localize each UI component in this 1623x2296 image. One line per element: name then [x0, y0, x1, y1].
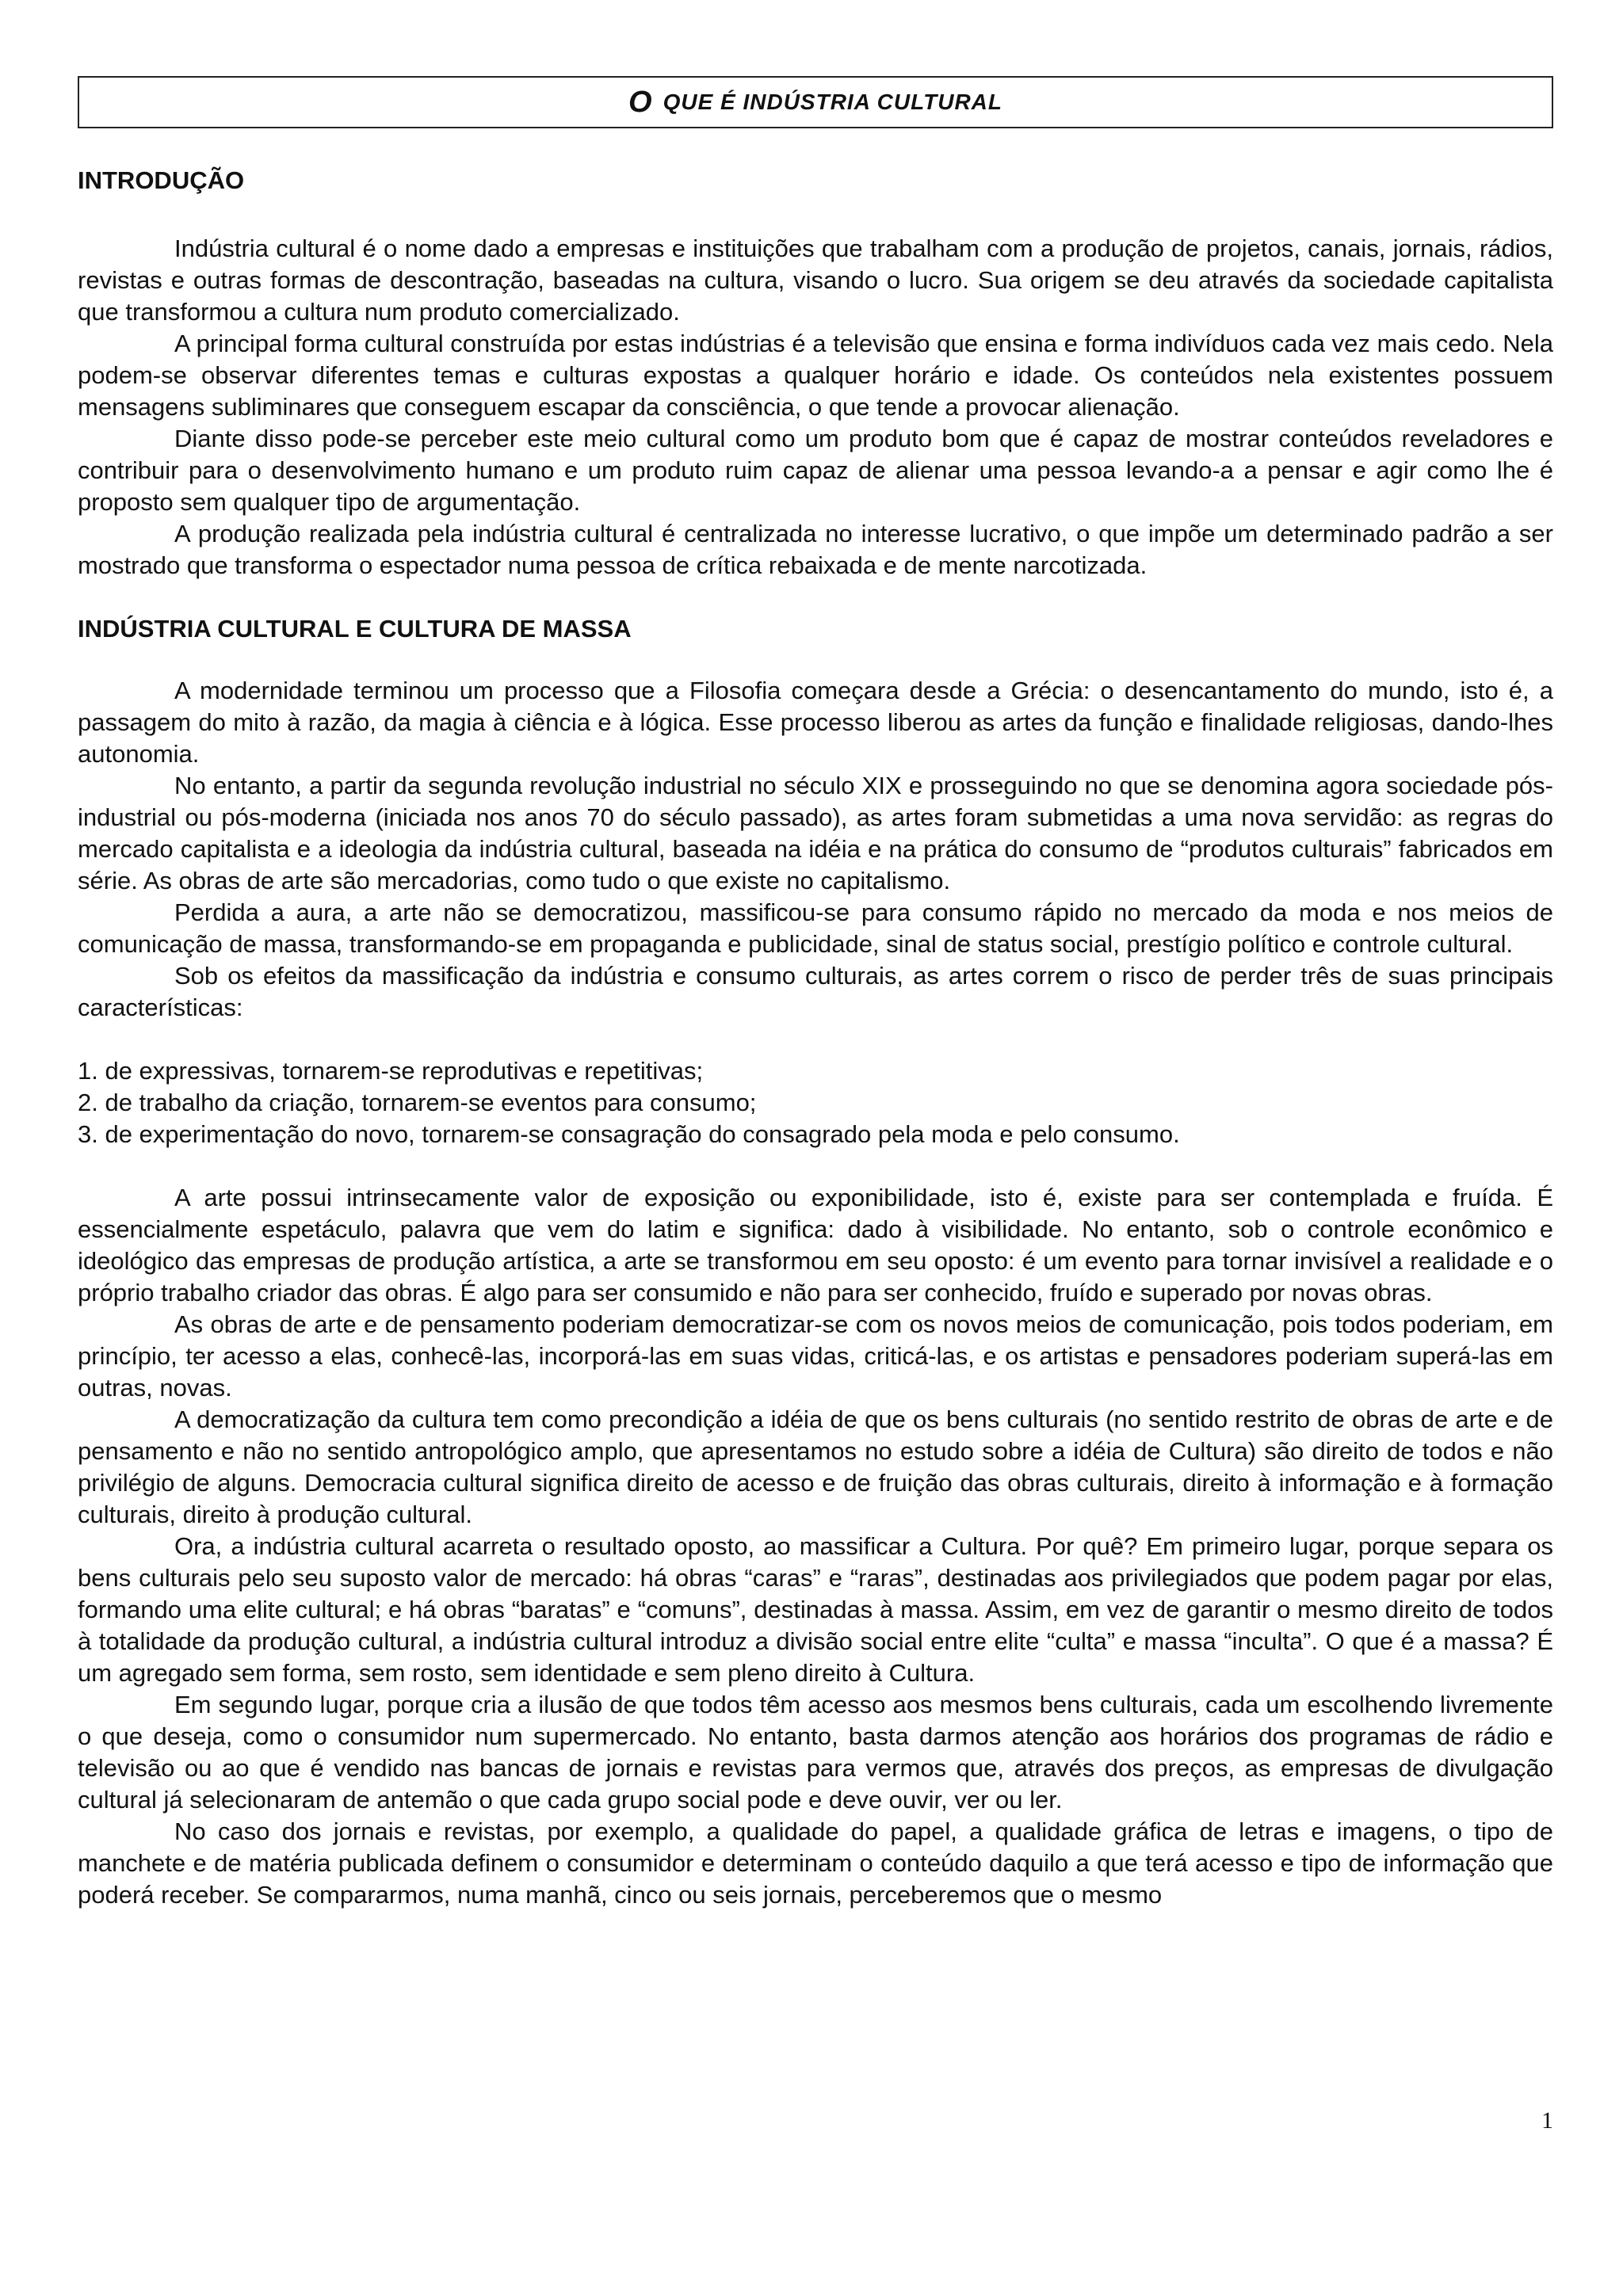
paragraph: A democratização da cultura tem como precondição a idéia de que os bens culturais (no sentido restrito de obras de arte e de pensamento e não no sentido antropológico amplo, que apresentamos no estudo sobre a idéia de Cultura) são direito de todos e não privilégio de alguns. Democracia cultural significa direito de acesso e de fruição das obras culturais, direito à informação e à formação culturais, direito à produção cultural. — [78, 1405, 1553, 1528]
paragraph: A modernidade terminou um processo que a Filosofia começara desde a Grécia: o desencantamento do mundo, isto é, a passagem do mito à razão, da magia à ciência e à lógica. Esse processo liberou as artes da função e finalidade religiosas, dando-lhes autonomia. — [78, 677, 1553, 768]
document-title — [78, 76, 1553, 128]
document-page — [78, 76, 1553, 1911]
paragraph: A principal forma cultural construída por estas indústrias é a televisão que ensina e forma indivíduos cada vez mais cedo. Nela podem-se observar diferentes temas e culturas expostas a qualquer horário e idade. Os conteúdos nela existentes possuem mensagens subliminares que conseguem escapar da consciência, o que tende a provocar alienação. — [78, 330, 1553, 421]
list-item: 2. de trabalho da criação, tornarem-se eventos para consumo; — [78, 1089, 757, 1116]
paragraph: As obras de arte e de pensamento poderiam democratizar-se com os novos meios de comunicação, pois todos poderiam, em princípio, ter acesso a elas, conhecê-las, incorporá-las em suas vidas, criticá-las, e os artistas e pensadores poderiam superá-las em outras, novas. — [78, 1310, 1553, 1402]
paragraph: A arte possui intrinsecamente valor de exposição ou exponibilidade, isto é, existe para ser contemplada e fruída. É essencialmente espetáculo, palavra que vem do latim e significa: dado à visibilidade. No entanto, sob o controle econômico e ideológico das empresas de produção artística, a arte se transformou em seu oposto: é um evento para tornar invisível a realidade e o próprio trabalho criador das obras. É algo para ser consumido e não para ser conhecido, fruído e superado por novas obras. — [78, 1184, 1553, 1306]
paragraph: Sob os efeitos da massificação da indústria e consumo culturais, as artes correm o risco de perder três de suas principais características: — [78, 962, 1553, 1021]
section-heading-cultura-de-massa: INDÚSTRIA CULTURAL E CULTURA DE MASSA — [78, 615, 632, 643]
paragraph: A produção realizada pela indústria cultural é centralizada no interesse lucrativo, o que impõe um determinado padrão a ser mostrado que transforma o espectador numa pessoa de crítica rebaixada e de mente narcotizada. — [78, 520, 1553, 579]
paragraph: Perdida a aura, a arte não se democratizou, massificou-se para consumo rápido no mercado da moda e nos meios de comunicação de massa, transformando-se em propaganda e publicidade, sinal de status social, prestígio político e controle cultural. — [78, 898, 1553, 958]
paragraph: Indústria cultural é o nome dado a empresas e instituições que trabalham com a produção de projetos, canais, jornais, rádios, revistas e outras formas de descontração, baseadas na cultura, visando o lucro. Sua origem se deu através da sociedade capitalista que transformou a cultura num produto comercializado. — [78, 235, 1553, 326]
list-item: 1. de expressivas, tornarem-se reprodutivas e repetitivas; — [78, 1057, 704, 1085]
title-first-word: O — [628, 85, 652, 119]
paragraph: Diante disso pode-se perceber este meio cultural como um produto bom que é capaz de mostrar conteúdos reveladores e contribuir para o desenvolvimento humano e um produto ruim capaz de alienar uma pessoa levando-a a pensar e agir como lhe é proposto sem qualquer tipo de argumentação. — [78, 425, 1553, 516]
paragraph: No entanto, a partir da segunda revolução industrial no século XIX e prosseguindo no que se denomina agora sociedade pós-industrial ou pós-moderna (iniciada nos anos 70 do século passado), as artes foram submetidas a uma nova servidão: as regras do mercado capitalista e a ideologia da indústria cultural, baseada na idéia e na prática do consumo de “produtos culturais” fabricados em série. As obras de arte são mercadorias, como tudo o que existe no capitalismo. — [78, 772, 1553, 894]
page-number: 1 — [1541, 2107, 1553, 2134]
section-heading-introducao: INTRODUÇÃO — [78, 166, 245, 194]
list-item: 3. de experimentação do novo, tornarem-se consagração do consagrado pela moda e pelo consumo. — [78, 1120, 1180, 1148]
title-rest: QUE É INDÚSTRIA CULTURAL — [663, 90, 1002, 114]
paragraph: No caso dos jornais e revistas, por exemplo, a qualidade do papel, a qualidade gráfica de letras e imagens, o tipo de manchete e de matéria publicada definem o consumidor e determinam o conteúdo daquilo a que terá acesso e tipo de informação que poderá receber. Se compararmos, numa manhã, cinco ou seis jornais, perceberemos que o mesmo — [78, 1817, 1553, 1909]
paragraph: Em segundo lugar, porque cria a ilusão de que todos têm acesso aos mesmos bens culturais, cada um escolhendo livremente o que deseja, como o consumidor num supermercado. No entanto, basta darmos atenção aos horários dos programas de rádio e televisão ou ao que é vendido nas bancas de jornais e revistas para vermos que, através dos preços, as empresas de divulgação cultural já selecionaram de antemão o que cada grupo social pode e deve ouvir, ver ou ler. — [78, 1691, 1553, 1814]
paragraph: Ora, a indústria cultural acarreta o resultado oposto, ao massificar a Cultura. Por quê? Em primeiro lugar, porque separa os bens culturais pelo seu suposto valor de mercado: há obras “caras” e “raras”, destinadas aos privilegiados que podem pagar por elas, formando uma elite cultural; e há obras “baratas” e “comuns”, destinadas à massa. Assim, em vez de garantir o mesmo direito de todos à totalidade da produção cultural, a indústria cultural introduz a divisão social entre elite “culta” e massa “inculta”. O que é a massa? É um agregado sem forma, sem rosto, sem identidade e sem pleno direito à Cultura. — [78, 1532, 1553, 1687]
characteristics-list — [78, 1055, 1553, 1150]
